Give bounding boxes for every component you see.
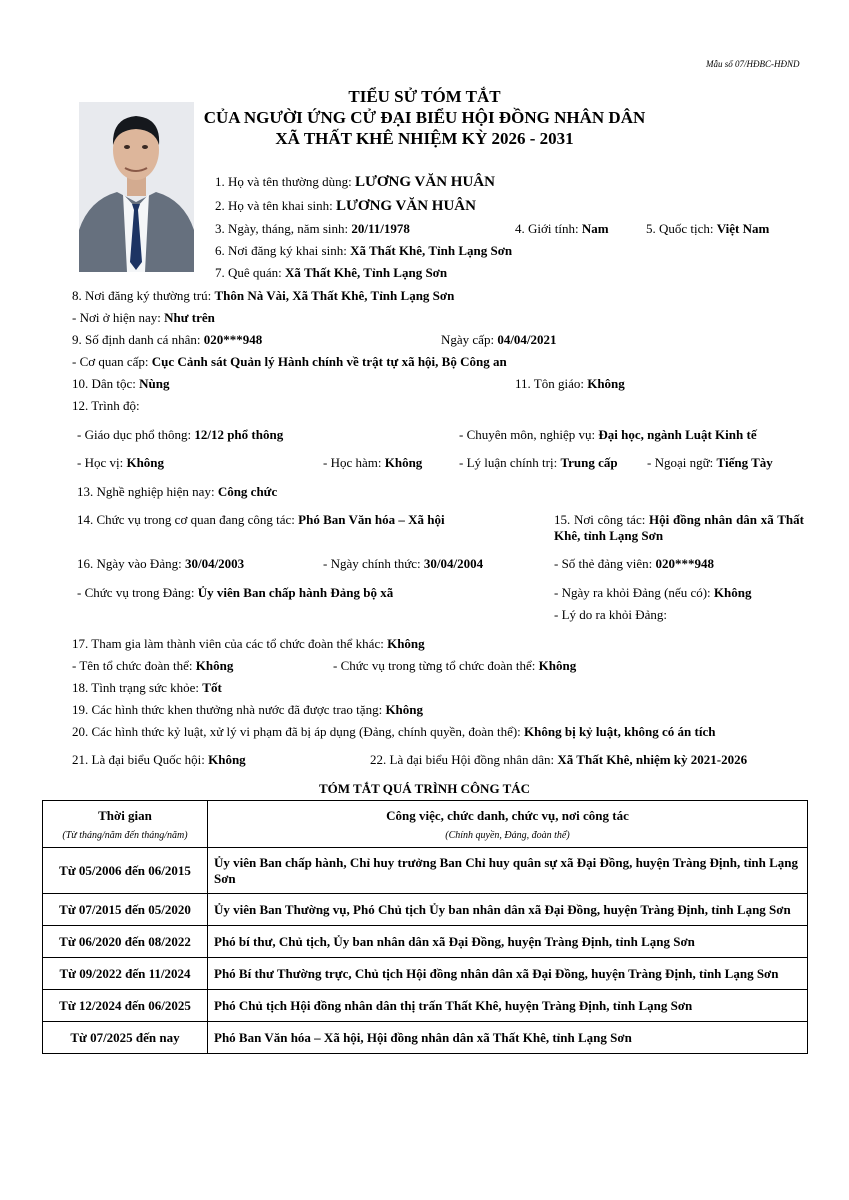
field-id-number: 9. Số định danh cá nhân: 020***948 (72, 332, 263, 347)
row-job: Ủy viên Ban Thường vụ, Phó Chủ tịch Ủy ban nhân dân xã Đại Đồng, huyện Tràng Định, tỉnh Lạng Sơn (208, 894, 808, 926)
field-party-card-number: - Số thẻ đảng viên: 020***948 (554, 556, 714, 571)
field-specialization: - Chuyên môn, nghiệp vụ: Đại học, ngành Luật Kinh tế (459, 427, 757, 442)
field-birth-registration: 6. Nơi đăng ký khai sinh: Xã Thất Khê, Tỉnh Lạng Sơn (215, 243, 513, 258)
column-header-job (208, 801, 808, 848)
row-job: Phó bí thư, Chủ tịch, Ủy ban nhân dân xã Đại Đồng, huyện Tràng Định, tỉnh Lạng Sơn (208, 926, 808, 958)
row-job: Ủy viên Ban chấp hành, Chỉ huy trưởng Ban Chỉ huy quân sự xã Đại Đồng, huyện Tràng Định, tỉnh Lạng Sơn (208, 848, 808, 894)
field-degree: - Học vị: Không (77, 455, 165, 470)
portrait-image (79, 102, 194, 272)
field-current-residence: - Nơi ở hiện nay: Như trên (72, 310, 215, 325)
work-history-table (42, 800, 808, 1054)
document-subtitle-2: XÃ THẤT KHÊ NHIỆM KỲ 2026 - 2031 (275, 129, 574, 148)
field-common-name: 1. Họ và tên thường dùng: LƯƠNG VĂN HUÂN (215, 174, 495, 190)
document-subtitle-1: CỦA NGƯỜI ỨNG CỬ ĐẠI BIỂU HỘI ĐỒNG NHÂN DÂN (203, 108, 646, 127)
column-time-sublabel: (Từ tháng/năm đến tháng/năm) (62, 829, 188, 841)
field-political-theory: - Lý luận chính trị: Trung cấp (459, 455, 618, 470)
table-row (43, 1022, 808, 1054)
field-nationality: 5. Quốc tịch: Việt Nam (646, 221, 770, 236)
field-party-position: - Chức vụ trong Đảng: Ủy viên Ban chấp hành Đảng bộ xã (77, 585, 394, 600)
table-header-row (43, 801, 808, 848)
row-time: Từ 12/2024 đến 06/2025 (43, 990, 208, 1022)
field-health: 18. Tình trạng sức khỏe: Tốt (72, 680, 222, 695)
row-time: Từ 07/2025 đến nay (43, 1022, 208, 1054)
table-row (43, 958, 808, 990)
field-party-exit-reason: - Lý do ra khỏi Đảng: (554, 607, 668, 622)
form-code: Mẫu số 07/HĐBC-HĐND (706, 59, 800, 69)
field-academic-title: - Học hàm: Không (323, 455, 423, 470)
field-party-join-date: 16. Ngày vào Đảng: 30/04/2003 (77, 556, 245, 571)
field-organization-name: - Tên tổ chức đoàn thể: Không (72, 658, 234, 673)
field-ethnicity: 10. Dân tộc: Nùng (72, 376, 170, 391)
field-other-organizations: 17. Tham gia làm thành viên của các tổ chức đoàn thể khác: Không (72, 636, 425, 651)
row-job: Phó Chủ tịch Hội đồng nhân dân thị trấn Thất Khê, huyện Tràng Định, tỉnh Lạng Sơn (208, 990, 808, 1022)
table-row (43, 848, 808, 894)
table-row (43, 926, 808, 958)
field-religion: 11. Tôn giáo: Không (515, 376, 625, 391)
field-discipline: 20. Các hình thức kỷ luật, xử lý vi phạm đã bị áp dụng (Đảng, chính quyền, đoàn thể): Không bị kỷ luật, không có án tích (72, 724, 716, 739)
row-time: Từ 05/2006 đến 06/2015 (43, 848, 208, 894)
field-party-official-date: - Ngày chính thức: 30/04/2004 (323, 556, 484, 571)
field-awards: 19. Các hình thức khen thưởng nhà nước đã được trao tặng: Không (72, 702, 424, 717)
candidate-portrait (79, 102, 194, 272)
field-position: 14. Chức vụ trong cơ quan đang công tác: Phó Ban Văn hóa – Xã hội (77, 512, 445, 527)
field-issue-date: Ngày cấp: 04/04/2021 (441, 332, 557, 347)
field-permanent-residence: 8. Nơi đăng ký thường trú: Thôn Nà Vài, Xã Thất Khê, Tỉnh Lạng Sơn (72, 288, 455, 303)
field-general-education: - Giáo dục phổ thông: 12/12 phổ thông (77, 427, 284, 442)
column-time-label: Thời gian (98, 807, 152, 823)
field-occupation: 13. Nghề nghiệp hiện nay: Công chức (77, 484, 278, 499)
row-time: Từ 09/2022 đến 11/2024 (43, 958, 208, 990)
work-history-title: TÓM TẮT QUÁ TRÌNH CÔNG TÁC (318, 781, 531, 796)
field-education-heading: 12. Trình độ: (72, 398, 140, 413)
document-title: TIỂU SỬ TÓM TẮT (348, 87, 501, 106)
column-header-time (43, 801, 208, 848)
table-row (43, 990, 808, 1022)
row-job: Phó Bí thư Thường trực, Chủ tịch Hội đồng nhân dân xã Đại Đồng, huyện Tràng Định, tỉnh Lạng Sơn (208, 958, 808, 990)
field-national-assembly-delegate: 21. Là đại biểu Quốc hội: Không (72, 752, 246, 767)
row-time: Từ 07/2015 đến 05/2020 (43, 894, 208, 926)
field-party-exit-date: - Ngày ra khỏi Đảng (nếu có): Không (554, 585, 752, 600)
field-organization-position: - Chức vụ trong từng tổ chức đoàn thể: Không (333, 658, 577, 673)
field-birth-name: 2. Họ và tên khai sinh: LƯƠNG VĂN HUÂN (215, 198, 476, 214)
table-row (43, 894, 808, 926)
field-issuing-agency: - Cơ quan cấp: Cục Cảnh sát Quản lý Hành chính về trật tự xã hội, Bộ Công an (72, 354, 507, 369)
column-job-label: Công việc, chức danh, chức vụ, nơi công tác (386, 807, 629, 823)
field-hometown: 7. Quê quán: Xã Thất Khê, Tỉnh Lạng Sơn (215, 265, 448, 280)
column-job-sublabel: (Chính quyền, Đảng, đoàn thể) (445, 829, 570, 841)
row-job: Phó Ban Văn hóa – Xã hội, Hội đồng nhân dân xã Thất Khê, tỉnh Lạng Sơn (208, 1022, 808, 1054)
field-workplace: 15. Nơi công tác: Hội đồng nhân dân xã Thất Khê, tỉnh Lạng Sơn (554, 512, 804, 543)
field-gender: 4. Giới tính: Nam (515, 221, 609, 236)
field-foreign-language: - Ngoại ngữ: Tiếng Tày (647, 455, 773, 470)
field-birth-date: 3. Ngày, tháng, năm sinh: 20/11/1978 (215, 221, 410, 236)
field-council-delegate: 22. Là đại biểu Hội đồng nhân dân: Xã Thất Khê, nhiệm kỳ 2021-2026 (370, 752, 748, 767)
row-time: Từ 06/2020 đến 08/2022 (43, 926, 208, 958)
